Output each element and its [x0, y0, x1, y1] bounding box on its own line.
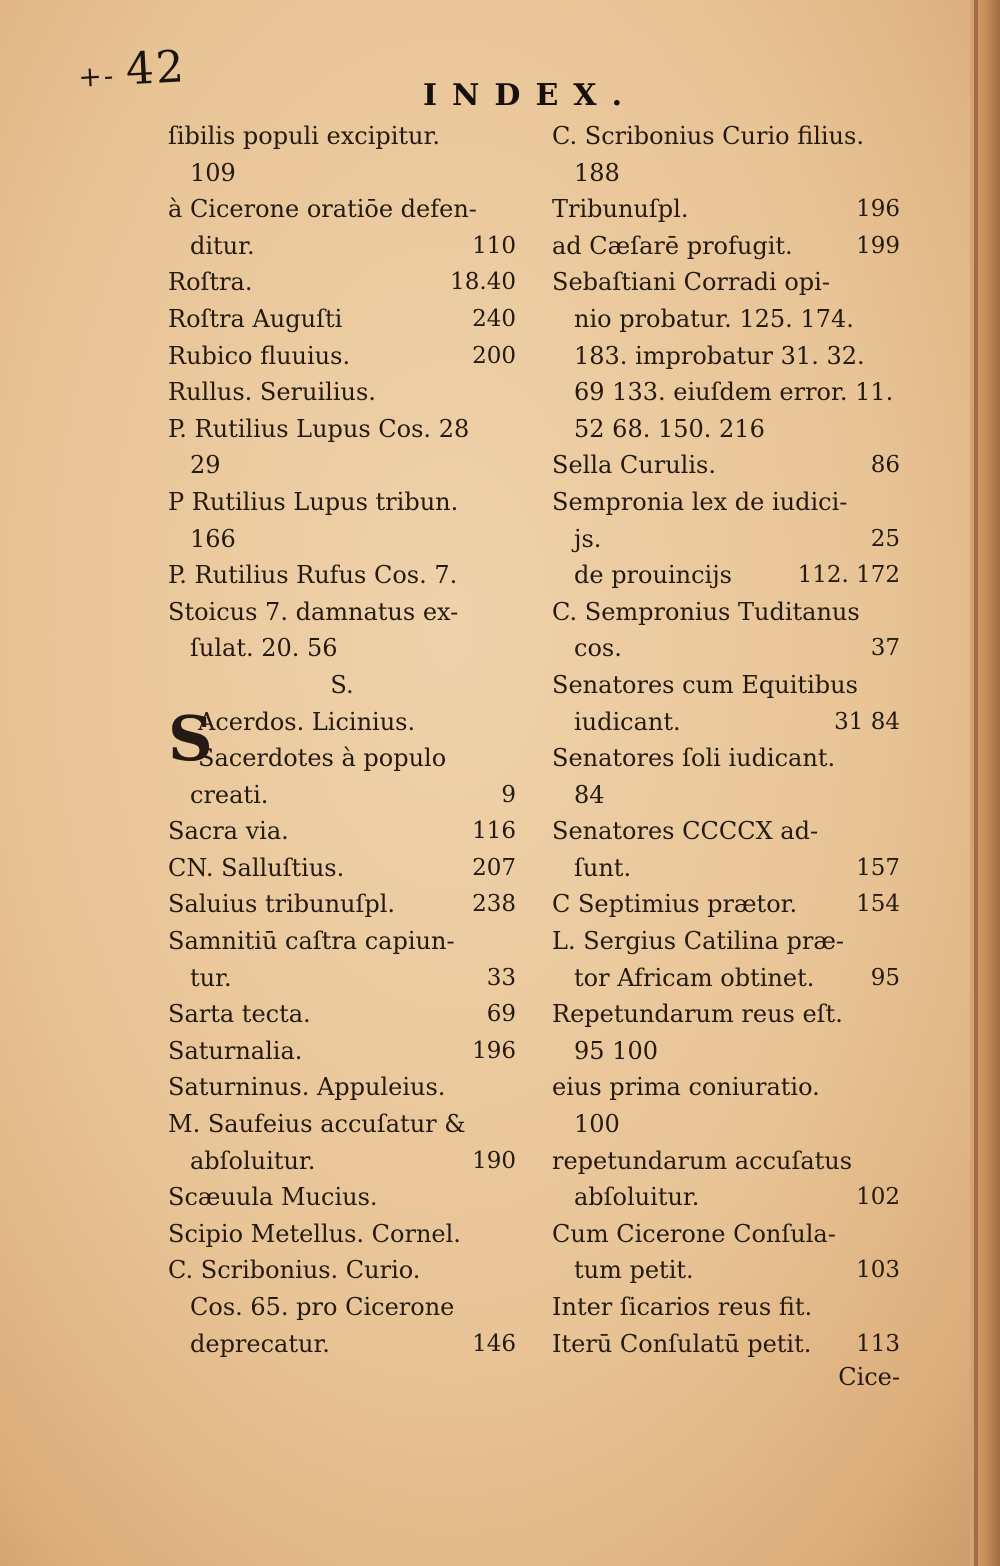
entry-text: 183. improbatur 31. 32. [574, 341, 865, 370]
entry-text: P. Rutilius Lupus Cos. 28 [168, 414, 470, 443]
entry-text: cos. [574, 634, 622, 663]
page-edge-line [974, 0, 978, 1566]
entry-text: Senatores CCCCX ad- [552, 817, 819, 846]
entry-text: tum petit. [574, 1256, 694, 1285]
index-entry [168, 1033, 516, 1070]
entry-text: 100 [574, 1110, 620, 1139]
index-entry [552, 1143, 900, 1180]
entry-page-ref: 25 [870, 525, 900, 552]
entry-text: deprecatur. [190, 1329, 330, 1358]
index-entry [552, 1033, 900, 1070]
entry-text: Sacra via. [168, 817, 289, 846]
entry-text: Saturnalia. [168, 1036, 303, 1065]
index-entry [552, 1252, 900, 1289]
entry-text: Sarta tecta. [168, 1000, 311, 1029]
entry-page-ref: 116 [472, 818, 516, 845]
index-entry [552, 521, 900, 558]
entry-text: M. Saufeius accuſatur & [168, 1110, 466, 1139]
catchword: Cice- [838, 1363, 900, 1391]
entry-text: Acerdos. Licinius. [198, 707, 416, 736]
index-entry [168, 411, 516, 448]
entry-text: ad Cæſarē profugit. [552, 231, 793, 260]
entry-text: ſulat. 20. 56 [190, 634, 338, 663]
entry-text: Cos. 65. pro Cicerone [190, 1293, 455, 1321]
index-entry [168, 1252, 516, 1289]
entry-page-ref: 199 [856, 232, 900, 259]
index-entry [168, 447, 516, 484]
index-entry [552, 667, 900, 704]
index-entry [552, 338, 900, 375]
entry-page-ref: 157 [856, 854, 900, 881]
entry-text: 166 [190, 524, 236, 553]
index-entry [168, 813, 516, 850]
index-entry [552, 411, 900, 448]
entry-text: Scæuula Mucius. [168, 1183, 378, 1212]
entry-text: nio probatur. 125. 174. [574, 304, 854, 333]
entry-text: Rullus. Seruilius. [168, 378, 376, 407]
entry-text: à Cicerone oratiōe defen- [168, 195, 477, 224]
entry-page-ref: 103 [856, 1257, 900, 1284]
entry-text: C Septimius prætor. [552, 890, 798, 919]
entry-page-ref: 37 [870, 635, 900, 662]
entry-page-ref: 112. 172 [797, 562, 900, 589]
entry-text: 84 [574, 780, 605, 809]
entry-page-ref: 102 [856, 1184, 900, 1211]
index-entry [552, 118, 900, 155]
entry-text: Inter ſicarios reus fit. [552, 1293, 813, 1321]
entry-text: Saturninus. Appuleius. [168, 1073, 446, 1102]
entry-text: Sempronia lex de iudici- [552, 487, 848, 516]
entry-page-ref: 196 [856, 196, 900, 223]
entry-page-ref: 95 [870, 964, 900, 991]
index-entry [552, 484, 900, 521]
entry-page-ref: 146 [472, 1330, 516, 1357]
entry-text: Senatores ſoli iudicant. [552, 744, 836, 773]
page-number: +- 42 [77, 41, 188, 96]
entry-page-ref: 69 [486, 1001, 516, 1028]
entry-page-ref: 33 [486, 964, 516, 991]
index-entry [552, 1179, 900, 1216]
entry-text: Iterū Conſulatū petit. [552, 1329, 812, 1358]
index-entry [168, 923, 516, 960]
index-entry [168, 155, 516, 192]
entry-page-ref: 154 [856, 891, 900, 918]
index-entry [168, 338, 516, 375]
index-entry [552, 228, 900, 265]
index-entry [552, 996, 900, 1033]
entry-page-ref: 113 [856, 1330, 900, 1357]
index-entry [168, 228, 516, 265]
entry-page-ref: 86 [870, 452, 900, 479]
index-entry [552, 594, 900, 631]
index-entry [168, 1216, 516, 1253]
index-entry [168, 630, 516, 667]
index-entry [552, 557, 900, 594]
entry-text: eius prima coniuratio. [552, 1073, 820, 1102]
index-entry [552, 301, 900, 338]
entry-page-ref: 207 [472, 854, 516, 881]
entry-page-ref: 190 [472, 1147, 516, 1174]
entry-text: 52 68. 150. 216 [574, 414, 765, 443]
index-entry [168, 191, 516, 228]
entry-text: 95 100 [574, 1036, 658, 1065]
index-entry [168, 777, 516, 814]
entry-text: Tribunuſpl. [552, 195, 689, 224]
entry-text: js. [574, 524, 602, 553]
entry-text: ſunt. [574, 853, 632, 882]
entry-text: iudicant. [574, 707, 681, 736]
index-entry [168, 301, 516, 338]
entry-text: P Rutilius Lupus tribun. [168, 487, 459, 516]
entry-text: creati. [190, 780, 269, 809]
index-entry [552, 850, 900, 887]
entry-text: Roſtra. [168, 268, 253, 297]
entry-text: repetundarum accuſatus [552, 1146, 853, 1175]
entry-text: CN. Salluſtius. [168, 853, 345, 882]
entry-text: 109 [190, 158, 236, 187]
index-entry [552, 191, 900, 228]
index-entry [552, 886, 900, 923]
index-entry [168, 1289, 516, 1326]
entry-text: tur. [190, 963, 232, 992]
entry-text: Sebaſtiani Corradi opi- [552, 268, 830, 297]
index-entry [552, 1326, 900, 1363]
entry-page-ref: 9 [501, 781, 516, 808]
entry-text: 188 [574, 158, 620, 187]
entry-page-ref: 110 [472, 232, 516, 259]
index-entry [552, 374, 900, 411]
entry-text: Roſtra Auguſti [168, 304, 343, 333]
entry-text: C. Scribonius Curio filius. [552, 122, 864, 150]
index-entry [168, 118, 516, 155]
entry-text: L. Sergius Catilina præ- [552, 927, 844, 956]
index-entry [168, 886, 516, 923]
index-entry [552, 1069, 900, 1106]
index-entry [168, 850, 516, 887]
page-header: INDEX. [422, 78, 638, 113]
index-entry [552, 1106, 900, 1143]
index-entry [168, 667, 516, 704]
entry-text: 69 133. eiuſdem error. 11. [574, 378, 894, 407]
entry-text: Cum Cicerone Conſula- [552, 1219, 836, 1248]
drop-cap: S [168, 701, 213, 775]
entry-text: Saluius tribunuſpl. [168, 890, 396, 919]
index-entry [552, 1216, 900, 1253]
index-entry [168, 1106, 516, 1143]
index-entry [168, 557, 516, 594]
index-entry [168, 1179, 516, 1216]
entry-page-ref: 196 [472, 1037, 516, 1064]
entry-text: ditur. [190, 231, 255, 260]
entry-text: tor Africam obtinet. [574, 963, 815, 992]
entry-text: Samnitiū caſtra capiun- [168, 927, 455, 956]
entry-text: abſoluitur. [574, 1183, 700, 1212]
entry-page-ref: 31 84 [834, 708, 900, 735]
entry-text: P. Rutilius Rufus Cos. 7. [168, 561, 458, 590]
index-entry [552, 777, 900, 814]
index-entry [168, 374, 516, 411]
index-entry [168, 594, 516, 631]
index-entry [552, 1289, 900, 1326]
entry-text: Stoicus 7. damnatus ex- [168, 597, 459, 626]
index-entry [168, 484, 516, 521]
entry-text: C. Scribonius. Curio. [168, 1256, 421, 1285]
right-index-column [552, 118, 900, 1362]
entry-text: Rubico fluuius. [168, 341, 351, 370]
index-entry [168, 1069, 516, 1106]
index-entry [552, 630, 900, 667]
index-entry [552, 923, 900, 960]
index-entry [168, 1143, 516, 1180]
index-entry [552, 813, 900, 850]
left-index-column [168, 118, 516, 1362]
index-entry [168, 264, 516, 301]
entry-page-ref: 18.40 [450, 269, 516, 296]
entry-page-ref: 200 [472, 342, 516, 369]
index-entry [168, 740, 516, 777]
entry-text: 29 [190, 451, 221, 480]
index-entry [168, 521, 516, 558]
entry-text: abſoluitur. [190, 1146, 316, 1175]
entry-text: de prouincijs [574, 561, 732, 590]
entry-text: C. Sempronius Tuditanus [552, 597, 860, 626]
index-entry [552, 960, 900, 997]
index-entry [552, 704, 900, 741]
index-entry [168, 960, 516, 997]
index-entry [552, 155, 900, 192]
entry-text: Senatores cum Equitibus [552, 670, 858, 699]
entry-text: S. [330, 670, 354, 699]
entry-text: Sacerdotes à populo [198, 744, 447, 773]
entry-page-ref: 240 [472, 305, 516, 332]
entry-text: ſibilis populi excipitur. [168, 122, 440, 150]
index-entry [552, 740, 900, 777]
index-entry [552, 264, 900, 301]
index-entry [168, 1326, 516, 1363]
entry-text: Sella Curulis. [552, 451, 716, 480]
index-entry [552, 447, 900, 484]
index-entry [168, 996, 516, 1033]
entry-text: Repetundarum reus eſt. [552, 1000, 843, 1029]
entry-text: Scipio Metellus. Cornel. [168, 1219, 461, 1248]
entry-page-ref: 238 [472, 891, 516, 918]
